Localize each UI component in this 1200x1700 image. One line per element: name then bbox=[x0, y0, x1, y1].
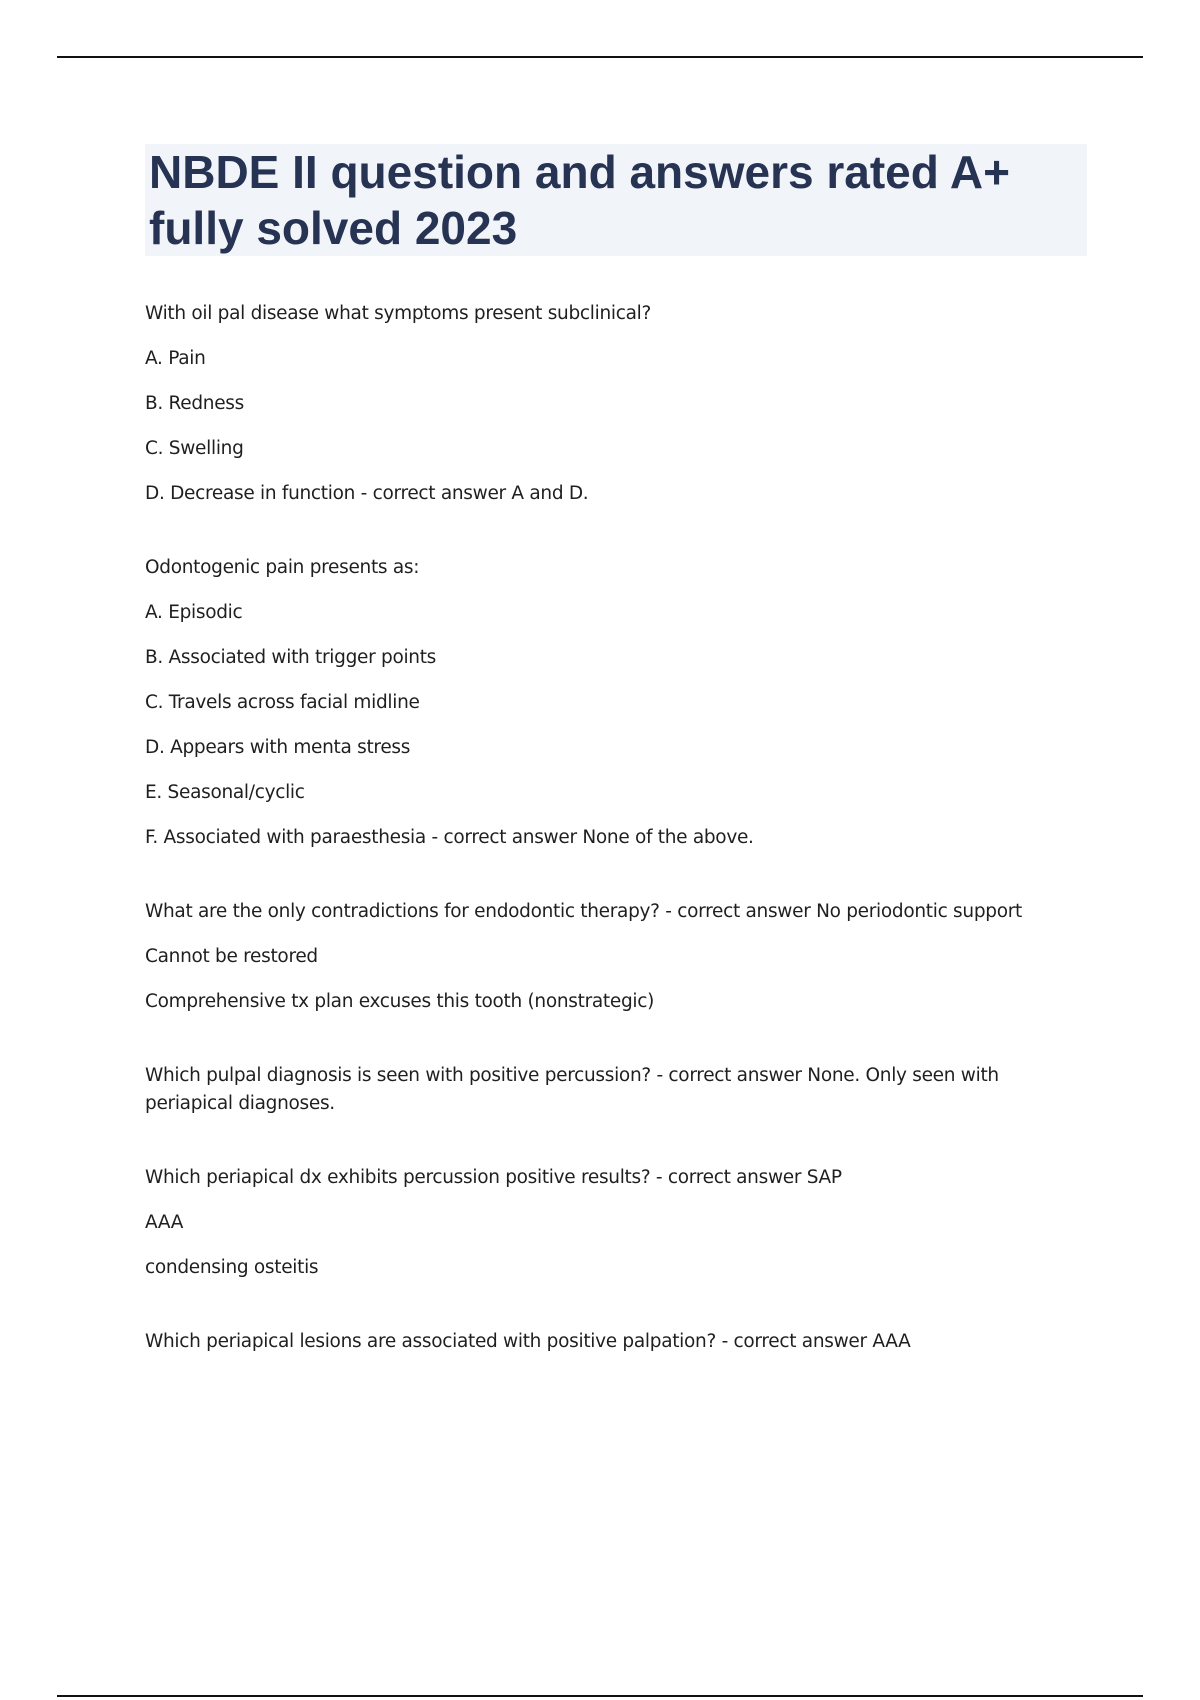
question-text: Which periapical lesions are associated with positive palpation? - correct answer AAA bbox=[145, 1331, 911, 1352]
question-text: Which pulpal diagnosis is seen with positive percussion? - correct answer None. Only seen with periapical diagnoses. bbox=[145, 1065, 999, 1114]
question-text: What are the only contradictions for endodontic therapy? - correct answer No periodontic support bbox=[145, 901, 1022, 922]
qa-entry bbox=[145, 898, 1065, 1016]
question-text: Odontogenic pain presents as: bbox=[145, 557, 420, 578]
answer-option: A. Episodic bbox=[145, 602, 243, 623]
answer-line: Comprehensive tx plan excuses this tooth (nonstrategic) bbox=[145, 991, 655, 1012]
footer-rule bbox=[57, 1695, 1143, 1697]
qa-entry bbox=[145, 554, 1065, 852]
question-text: With oil pal disease what symptoms present subclinical? bbox=[145, 303, 651, 324]
answer-line: Cannot be restored bbox=[145, 946, 318, 967]
answer-option: B. Associated with trigger points bbox=[145, 647, 437, 668]
header-rule bbox=[57, 56, 1143, 58]
answer-option: D. Decrease in function - correct answer A and D. bbox=[145, 483, 589, 504]
answer-line: AAA bbox=[145, 1212, 184, 1233]
answer-line: condensing osteitis bbox=[145, 1257, 319, 1278]
document-title: NBDE II question and answers rated A+ fully solved 2023 bbox=[149, 146, 1010, 254]
answer-option: D. Appears with menta stress bbox=[145, 737, 411, 758]
answer-option: E. Seasonal/cyclic bbox=[145, 782, 305, 803]
document-body bbox=[145, 300, 1065, 1402]
answer-option: A. Pain bbox=[145, 348, 206, 369]
qa-entry bbox=[145, 1164, 1065, 1282]
answer-option: C. Travels across facial midline bbox=[145, 692, 420, 713]
qa-entry bbox=[145, 1328, 1065, 1356]
qa-entry bbox=[145, 1062, 1065, 1118]
answer-option: F. Associated with paraesthesia - correct answer None of the above. bbox=[145, 827, 754, 848]
qa-entry bbox=[145, 300, 1065, 508]
question-text: Which periapical dx exhibits percussion positive results? - correct answer SAP bbox=[145, 1167, 842, 1188]
title-block bbox=[145, 144, 1087, 256]
answer-option: C. Swelling bbox=[145, 438, 244, 459]
answer-option: B. Redness bbox=[145, 393, 244, 414]
